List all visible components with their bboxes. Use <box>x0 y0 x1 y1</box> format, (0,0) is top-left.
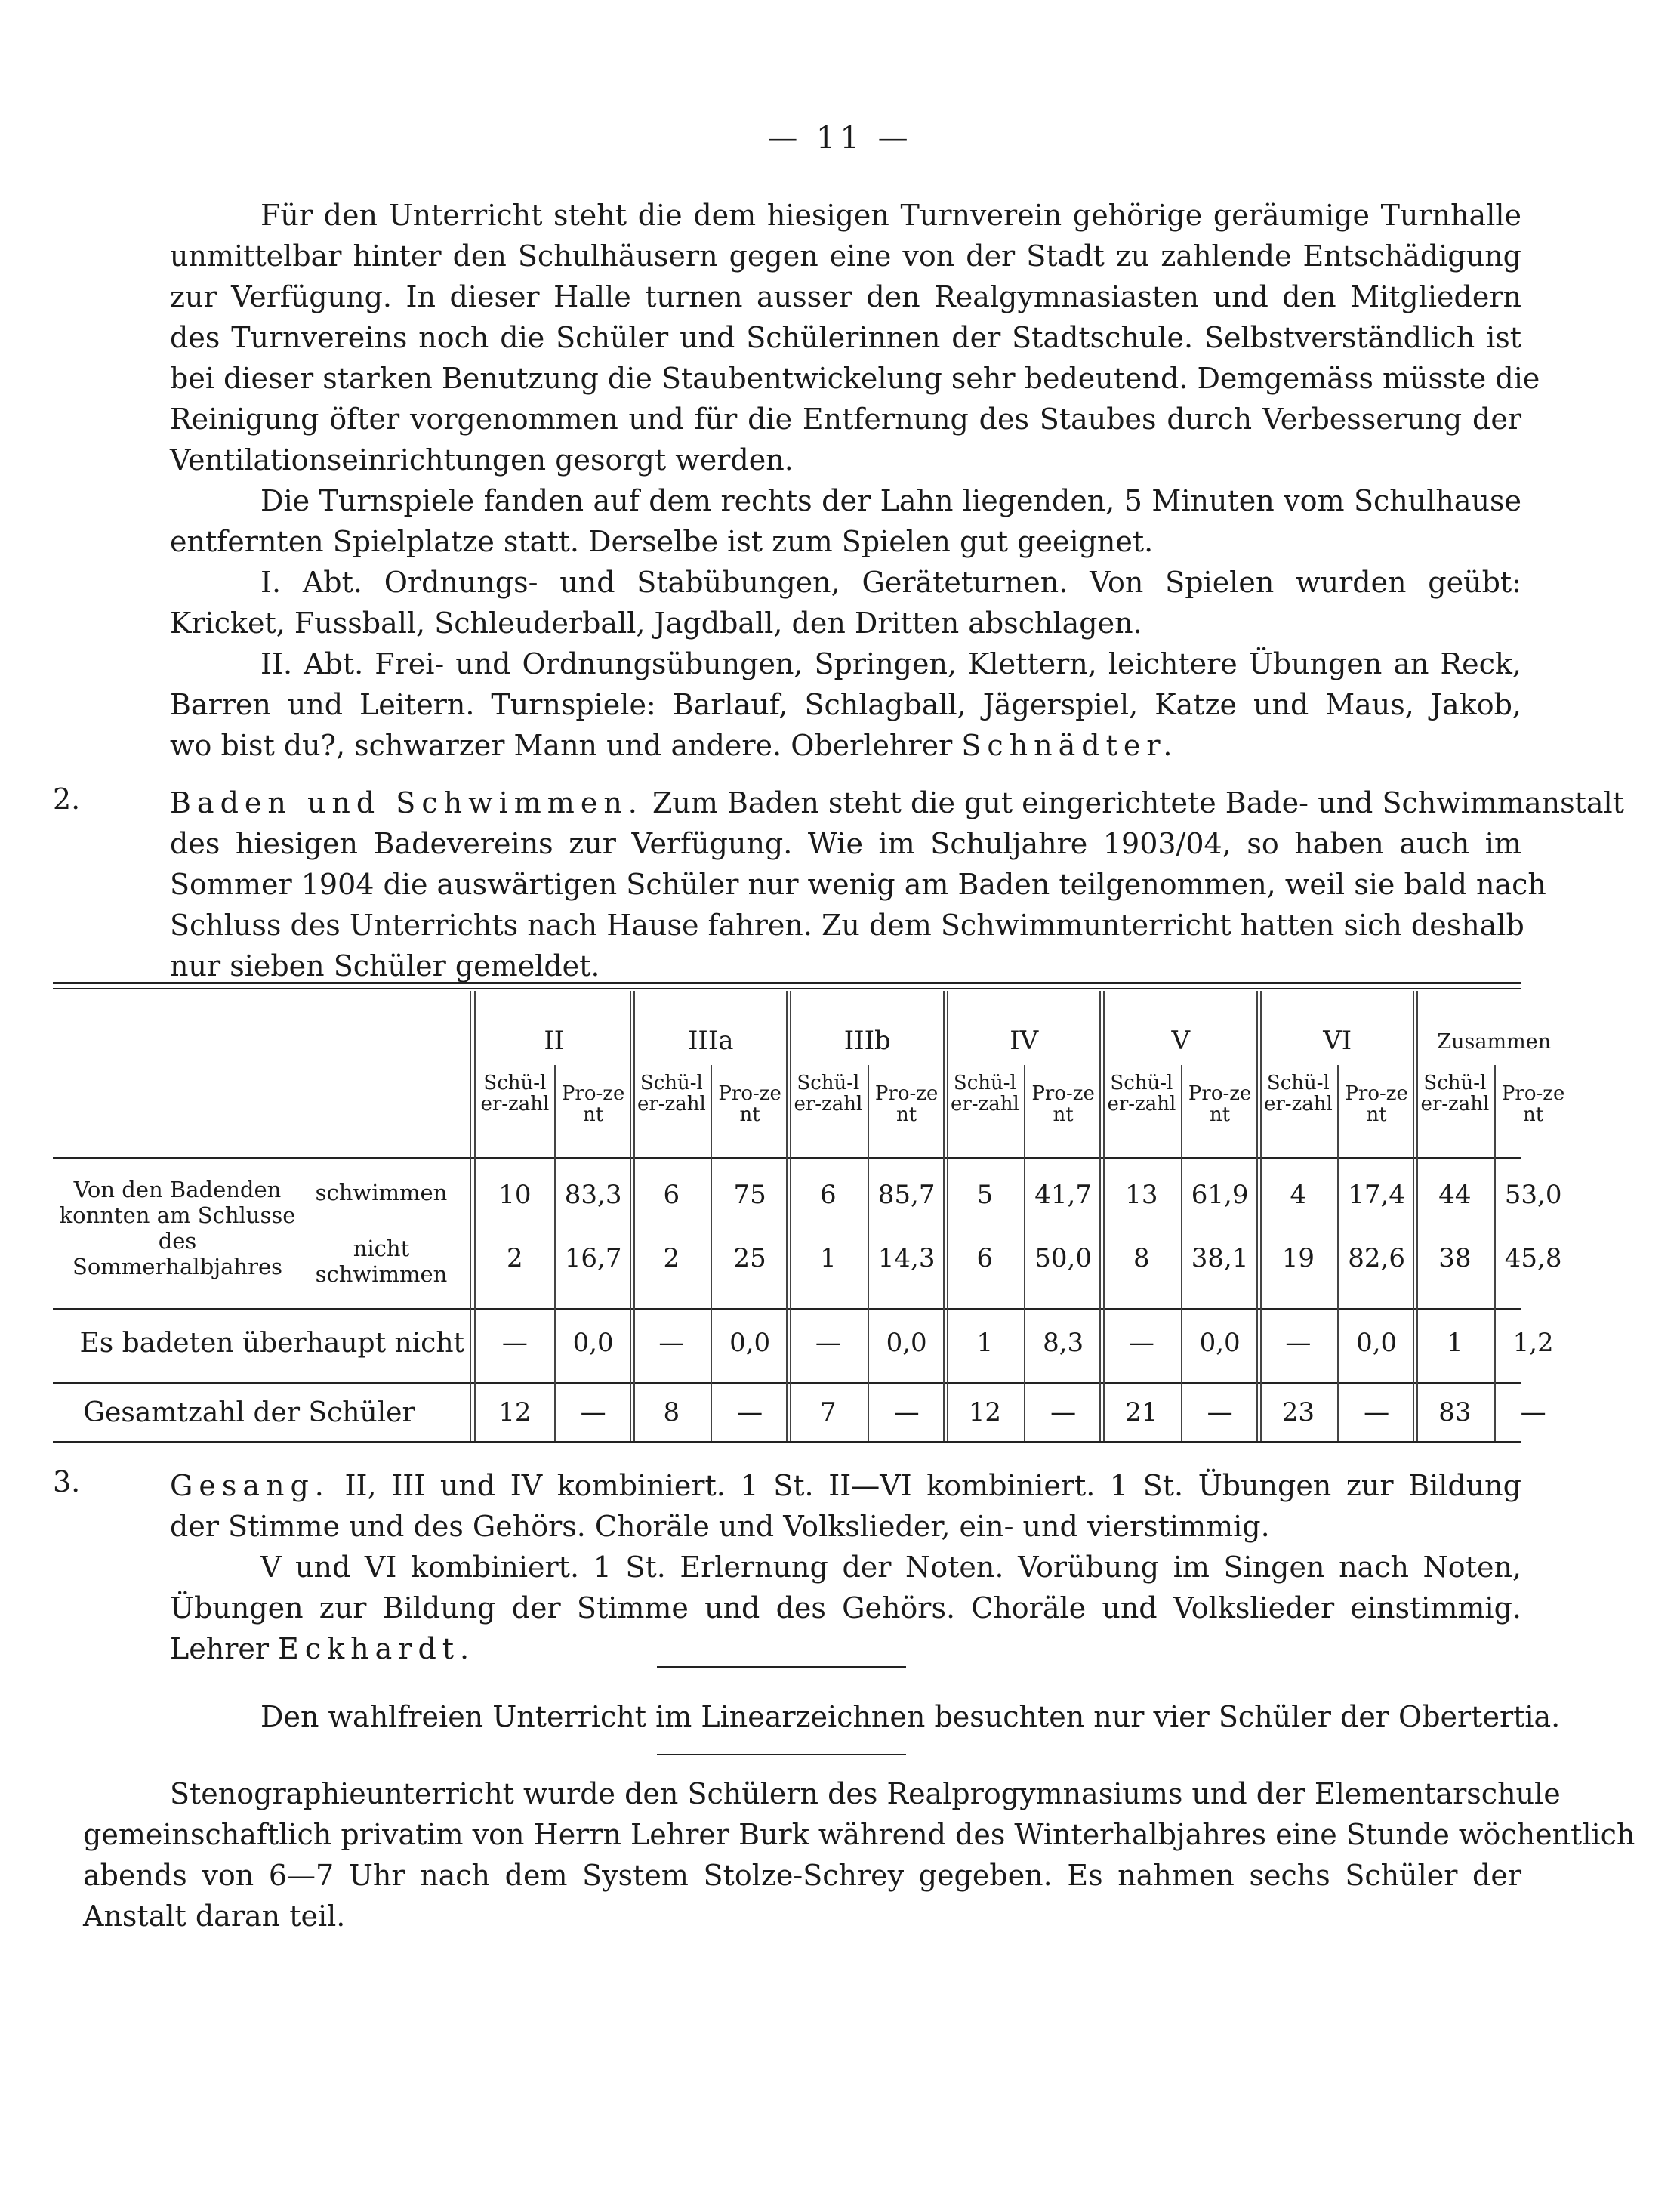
text-line <box>170 782 1624 823</box>
table-cell: — <box>893 1397 920 1427</box>
table-cell: 1 <box>976 1328 994 1358</box>
row4-label: Gesamtzahl der Schüler <box>83 1397 415 1428</box>
table-cell: 45,8 <box>1504 1243 1562 1273</box>
text-line: der Stimme und des Gehörs. Choräle und Volkslieder, ein- und vierstimmig. <box>170 1510 1270 1543</box>
table-column-rule <box>630 991 631 1441</box>
text-line: V und VI kombiniert. 1 St. Erlernung der Noten. Vorübung im Singen nach Noten, <box>260 1551 1521 1584</box>
text-line: Kricket, Fussball, Schleuderball, Jagdball, den Dritten abschlagen. <box>170 606 1142 640</box>
text-line: zur Verfügung. In dieser Halle turnen ausser den Realgymnasiasten und den Mitgliedern <box>170 280 1521 313</box>
text-line: Ventilationseinrichtungen gesorgt werden. <box>170 443 794 477</box>
table-cell: 0,0 <box>729 1328 771 1358</box>
text-fragment: II, III und IV kombiniert. 1 St. II—VI kombiniert. 1 St. Übungen zur Bildung <box>344 1469 1521 1502</box>
table-cell: 83,3 <box>564 1180 622 1210</box>
row3-label: Es badeten überhaupt nicht <box>79 1328 464 1359</box>
text-line: des Turnvereins noch die Schüler und Schülerinnen der Stadtschule. Selbstverständlich ist <box>170 321 1521 354</box>
table-top-rule-2 <box>53 988 1521 989</box>
section-baden <box>170 782 1624 986</box>
class-header: VI <box>1323 1026 1352 1056</box>
text-line <box>170 725 1521 766</box>
table-cell: 44 <box>1438 1180 1472 1210</box>
swimming-table <box>53 982 1565 1443</box>
row-label-left: Von den Badenden konnten am Schlusse des Sommerhalbjahres <box>59 1177 296 1279</box>
table-column-rule <box>1413 991 1414 1441</box>
text-line: I. Abt. Ordnungs- und Stabübungen, Geräteturnen. Von Spielen wurden geübt: <box>260 566 1521 599</box>
table-cell: 19 <box>1281 1243 1315 1273</box>
row2-label: nicht schwimmen <box>315 1236 448 1287</box>
table-column-rule <box>786 991 788 1441</box>
text-line: entfernten Spielplatze statt. Derselbe ist zum Spielen gut geeignet. <box>170 525 1154 558</box>
table-cell: — <box>1364 1397 1390 1427</box>
table-column-rule <box>1103 991 1105 1441</box>
table-bottom-rule <box>53 1441 1521 1443</box>
table-column-rule <box>1260 991 1262 1441</box>
table-cell: 0,0 <box>572 1328 614 1358</box>
sub-header-percent: Pro-zent <box>1188 1082 1252 1126</box>
text-line: bei dieser starken Benutzung die Staubentwickelung sehr bedeutend. Demgemäss müsste die <box>170 362 1540 395</box>
table-column-rule <box>790 991 791 1441</box>
table-cell: 0,0 <box>1356 1328 1398 1358</box>
text-line <box>170 1628 1521 1669</box>
table-cell: 12 <box>498 1397 532 1427</box>
table-cell: 1 <box>1447 1328 1463 1358</box>
table-cell: — <box>1285 1328 1312 1358</box>
table-cell: 83 <box>1438 1397 1472 1427</box>
table-cell: 25 <box>733 1243 766 1273</box>
table-top-rule <box>53 982 1521 984</box>
table-cell: 75 <box>733 1180 766 1210</box>
text-line: abends von 6—7 Uhr nach dem System Stolze-Schrey gegeben. Es nahmen sechs Schüler der <box>83 1859 1521 1892</box>
separator-rule <box>657 1754 906 1755</box>
table-cell: 50,0 <box>1034 1243 1092 1273</box>
class-header: Zusammen <box>1437 1030 1552 1054</box>
table-column-rule <box>947 991 948 1441</box>
table-column-rule <box>1256 991 1258 1441</box>
text-line: Anstalt daran teil. <box>83 1899 346 1933</box>
sub-header-percent: Pro-zent <box>1031 1082 1095 1126</box>
sub-header-count: Schü-ler-zahl <box>637 1072 706 1116</box>
paragraph-turnspiele <box>170 480 1521 562</box>
table-cell: — <box>1520 1397 1546 1427</box>
paragraph-linearzeichnen <box>170 1696 1561 1737</box>
text-line: II. Abt. Frei- und Ordnungsübungen, Springen, Klettern, leichtere Übungen an Reck, <box>260 647 1521 680</box>
sub-header-count: Schü-ler-zahl <box>794 1072 863 1116</box>
table-column-rule <box>474 991 476 1441</box>
sub-header-count: Schü-ler-zahl <box>1420 1072 1490 1116</box>
table-cell: 12 <box>968 1397 1001 1427</box>
table-cell: — <box>1128 1328 1154 1358</box>
table-cell: 41,7 <box>1034 1180 1092 1210</box>
paragraph-stenographie <box>83 1773 1635 1936</box>
text-fragment: wo bist du?, schwarzer Mann und andere. Oberlehrer <box>170 729 953 762</box>
table-cell: — <box>501 1328 528 1358</box>
table-cell: — <box>1207 1397 1233 1427</box>
sub-header-count: Schü-ler-zahl <box>950 1072 1019 1116</box>
sub-header-percent: Pro-zent <box>561 1082 625 1126</box>
table-cell: 8 <box>1133 1243 1150 1273</box>
text-line: Stenographieunterricht wurde den Schülern des Realprogymnasiums und der Elementarschule <box>170 1777 1561 1810</box>
text-fragment: Lehrer <box>170 1632 270 1665</box>
table-cell: 4 <box>1290 1180 1307 1210</box>
section-number-3: 3. <box>53 1465 81 1498</box>
table-cell: 7 <box>820 1397 837 1427</box>
text-line: Übungen zur Bildung der Stimme und des Gehörs. Choräle und Volkslieder einstimmig. <box>170 1591 1521 1625</box>
table-cell: 8,3 <box>1043 1328 1084 1358</box>
table-cell: 53,0 <box>1504 1180 1562 1210</box>
table-cell: 0,0 <box>1199 1328 1241 1358</box>
table-cell: — <box>737 1397 763 1427</box>
table-cell: 2 <box>663 1243 680 1273</box>
section-title: Baden und Schwimmen. <box>170 786 643 819</box>
text-line: nur sieben Schüler gemeldet. <box>170 949 600 983</box>
table-cell: 85,7 <box>877 1180 936 1210</box>
sub-header-percent: Pro-zent <box>1501 1082 1565 1126</box>
table-cell: 8 <box>663 1397 680 1427</box>
table-column-rule <box>943 991 945 1441</box>
sub-header-percent: Pro-zent <box>874 1082 939 1126</box>
table-cell: — <box>815 1328 841 1358</box>
table-cell: 6 <box>820 1180 837 1210</box>
text-line: Sommer 1904 die auswärtigen Schüler nur wenig am Baden teilgenommen, weil sie bald nach <box>170 868 1546 901</box>
table-cell: 23 <box>1281 1397 1315 1427</box>
sub-header-percent: Pro-zent <box>1345 1082 1408 1126</box>
text-line: des hiesigen Badevereins zur Verfügung. Wie im Schuljahre 1903/04, so haben auch im <box>170 827 1521 860</box>
table-cell: 0,0 <box>886 1328 927 1358</box>
table-cell: 14,3 <box>877 1243 936 1273</box>
table-cell: 61,9 <box>1191 1180 1249 1210</box>
paragraph-abt-2 <box>170 643 1521 766</box>
teacher-name: Schnädter. <box>961 729 1179 762</box>
class-header: II <box>544 1026 565 1056</box>
table-column-rule <box>1416 991 1418 1441</box>
table-cell: — <box>580 1397 606 1427</box>
table-cell: 38 <box>1438 1243 1472 1273</box>
text-line: Den wahlfreien Unterricht im Linearzeichnen besuchten nur vier Schüler der Obertertia. <box>260 1700 1561 1733</box>
table-cell: 5 <box>976 1180 994 1210</box>
text-line: Die Turnspiele fanden auf dem rechts der Lahn liegenden, 5 Minuten vom Schulhause <box>260 484 1521 517</box>
paragraph-turnhalle <box>170 195 1540 480</box>
table-cell: 10 <box>498 1180 532 1210</box>
text-line: Barren und Leitern. Turnspiele: Barlauf, Schlagball, Jägerspiel, Katze und Maus, Jakob, <box>170 688 1521 721</box>
class-header: IV <box>1010 1026 1039 1056</box>
table-column-rule <box>1099 991 1101 1441</box>
class-header: V <box>1171 1026 1191 1056</box>
table-cell: 16,7 <box>564 1243 622 1273</box>
section-number-2: 2. <box>53 782 81 816</box>
table-cell: 6 <box>976 1243 994 1273</box>
sub-header-percent: Pro-zent <box>718 1082 781 1126</box>
table-cell: — <box>1050 1397 1077 1427</box>
separator-rule <box>657 1666 906 1668</box>
text-line: unmittelbar hinter den Schulhäusern gegen eine von der Stadt zu zahlende Entschädigung <box>170 239 1521 273</box>
table-column-rule <box>470 991 471 1441</box>
table-cell: 1 <box>820 1243 837 1273</box>
table-cell: 82,6 <box>1348 1243 1405 1273</box>
row1-label: schwimmen <box>315 1180 448 1205</box>
teacher-name: Eckhardt. <box>278 1632 476 1665</box>
text-line: Reinigung öfter vorgenommen und für die Entfernung des Staubes durch Verbesserung der <box>170 403 1521 436</box>
sub-header-count: Schü-ler-zahl <box>1107 1072 1176 1116</box>
sub-header-count: Schü-ler-zahl <box>480 1072 550 1116</box>
table-cell: 38,1 <box>1191 1243 1249 1273</box>
table-column-rule <box>633 991 635 1441</box>
section-title: Gesang. <box>170 1469 330 1502</box>
class-header: IIIa <box>687 1026 734 1056</box>
table-cell: 21 <box>1125 1397 1158 1427</box>
text-fragment: Zum Baden steht die gut eingerichtete Bade- und Schwimmanstalt <box>652 786 1624 819</box>
table-cell: 1,2 <box>1512 1328 1554 1358</box>
page-number: — 11 — <box>767 121 913 156</box>
text-line: Für den Unterricht steht die dem hiesigen Turnverein gehörige geräumige Turnhalle <box>260 199 1521 232</box>
table-cell: 13 <box>1125 1180 1158 1210</box>
text-line <box>170 1465 1521 1506</box>
sub-header-count: Schü-ler-zahl <box>1263 1072 1333 1116</box>
paragraph-abt-1 <box>170 562 1521 643</box>
table-cell: 17,4 <box>1348 1180 1405 1210</box>
class-header: IIIb <box>843 1026 891 1056</box>
table-cell: — <box>658 1328 685 1358</box>
section-gesang <box>170 1465 1521 1669</box>
table-cell: 6 <box>663 1180 680 1210</box>
text-line: gemeinschaftlich privatim von Herrn Lehrer Burk während des Winterhalbjahres eine Stunde wöchentlich <box>83 1818 1635 1851</box>
text-line: Schluss des Unterrichts nach Hause fahren. Zu dem Schwimmunterricht hatten sich deshalb <box>170 909 1524 942</box>
table-cell: 2 <box>507 1243 523 1273</box>
